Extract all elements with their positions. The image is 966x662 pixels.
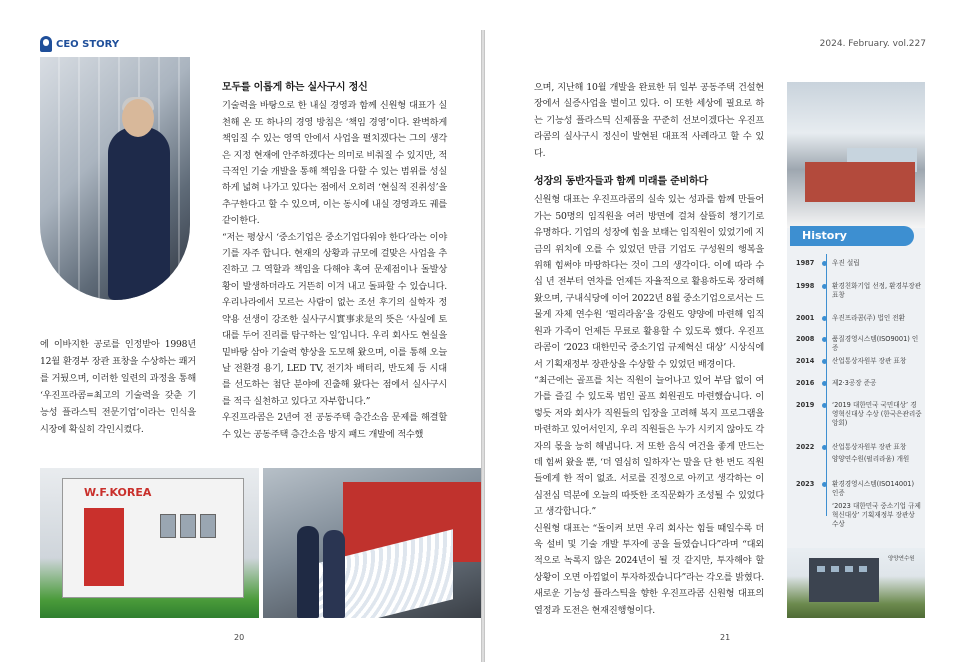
- history-year: 1998: [796, 282, 815, 290]
- right-col1-paragraph-1: 으며, 지난해 10월 개발을 완료한 뒤 일부 공동주택 건설현장에서 실증사업을 벌이고 있다. 이 또한 세상에 필요로 하는 기능성 플라스틱 신제품을 꾸준히 선보이겠다는 우진프라콤의 실사구시 정신이 발현된 대표적 사례라고 할 수 있다.: [534, 82, 764, 159]
- history-text: 환경친화기업 선정, 환경부장관 표창: [832, 282, 922, 299]
- timeline-dot-icon: [822, 445, 827, 450]
- timeline-dot-icon: [822, 482, 827, 487]
- timeline-dot-icon: [822, 337, 827, 342]
- history-text: 우진프라콤(주) 법인 전환: [832, 314, 906, 322]
- left-col2-paragraph-2: “저는 평상시 ‘중소기업은 중소기업다워야 한다’라는 이야기를 자주 합니다. 현재의 상황과 규모에 걸맞은 사업을 추진하고 그 역할과 책임을 다해야 혹여 문제점이나 돌발상황이 발생하더라도 거뜬히 이겨 내고 돌파할 수 있습니다. 우리나라에서 모르는 사람이 없는 조선 후기의 실학자 정약용 선생이 강조한 실사구시實事求是의 뜻은 ‘사실에 토대를 두어 진리를 탐구하는 일’입니다. 우리 회사도 현실을 밑바탕 삼아 기술력 향상을 도모해 왔으며, 이를 통해 오늘날 전환경 용기, LED TV, 전기차 배터리, 반도체 등 시대를 선도하는 첨단 분야에 진출해 왔다는 점에서 실사구시를 적극 실천하고 있다고 자부합니다.”: [222, 231, 447, 407]
- right-col1-paragraph-3: “최근에는 골프를 치는 직원이 늘어나고 있어 부담 없이 여가를 즐길 수 있도록 법인 골프 회원권도 마련했습니다. 이렇듯 저와 회사가 직원들의 입장을 고려해 복지 프로그램을 마련하고 있어서인지, 우리 직원들은 누가 시키지 않아도 각자의 몫을 능히 해냅니다. 저 또한 음식 여건을 좋게 만드는 데 힘써 왔을 뿐, ‘더 열심히 일하자’는 말을 단 한 번도 직원들에게 한 적이 없죠. 서로를 진정으로 아끼고 생각하는 이심전심 덕분에 오늘의 따뜻한 조직문화가 조성될 수 있었다고 생각합니다.”: [534, 374, 764, 518]
- machine-window-graphic: [200, 514, 216, 538]
- history-year: 2001: [796, 314, 815, 322]
- left-page-col1: [40, 336, 196, 438]
- right-page-col1: [534, 80, 764, 619]
- history-text: ‘2019 대한민국 국민대상’ 경영혁신대상 수상 (한국은관리중앙회): [832, 401, 922, 427]
- worker-graphic: [297, 526, 319, 618]
- history-text: ‘2023 대한민국 중소기업 규제혁신대상’ 기획재정부 장관상 수상: [832, 502, 921, 528]
- factory-machine-photo: [40, 468, 259, 618]
- history-year: 2022: [796, 443, 815, 451]
- section-heading-1: 모두를 이롭게 하는 실사구시 정신: [222, 82, 368, 93]
- history-year: 1987: [796, 259, 815, 267]
- left-col1-paragraph: 에 이바지한 공로를 인정받아 1998년 12월 환경부 장관 표창을 수상하는 쾌거를 거뒀으며, 이러한 일련의 과정을 통해 ‘우진프라콤=최고의 기술력을 갖춘 기능성 플라스틱 전문기업’이라는 인식을 시장에 확실히 각인시켰다.: [40, 339, 196, 435]
- window-graphic: [859, 566, 867, 572]
- history-year: 2016: [796, 379, 815, 387]
- person-body-graphic: [108, 127, 170, 300]
- ceo-story-logo: [40, 36, 119, 52]
- person-head-graphic: [122, 99, 154, 137]
- window-graphic: [845, 566, 853, 572]
- window-graphic: [817, 566, 825, 572]
- left-col2-paragraph-3: 우진프라콤은 2년여 전 공동주택 층간소음 문제를 해결할 수 있는 공동주택 층간소음 방지 패드 개발에 적수했: [222, 412, 447, 440]
- building-graphic: [805, 162, 915, 202]
- history-year: 2008: [796, 335, 815, 343]
- page-number-right: 21: [720, 633, 731, 642]
- page-number-left: 20: [234, 633, 245, 642]
- timeline-dot-icon: [822, 381, 827, 386]
- history-text: 우진 설립: [832, 259, 860, 267]
- timeline-dot-icon: [822, 359, 827, 364]
- right-col1-paragraph-4: 신원형 대표는 “돌이켜 보면 우리 회사는 힘들 때일수록 더욱 설비 및 기술 개발 투자에 공을 들였습니다”라며 “대외적으로 녹록지 않은 2024년이 될 것 같지만, 투자해야 할 상황이 오면 아낌없이 투자하겠습니다”라는 각오를 밝혔다. 새로운 기능성 플라스틱을 향한 우진프라콤 신원형 대표의 열정과 도전은 현재진행형이다.: [534, 522, 764, 616]
- logo-text: CEO STORY: [56, 38, 120, 50]
- history-text: 산업통상자원부 장관 표창: [832, 443, 907, 451]
- history-text: 환경경영시스템(ISO14001) 인증: [832, 480, 915, 497]
- history-text: 산업통상자원부 장관 표창: [832, 357, 907, 365]
- history-text: 제2·3공장 준공: [832, 379, 877, 387]
- window-graphic: [831, 566, 839, 572]
- logo-icon: [40, 36, 52, 52]
- production-line-photo: [263, 468, 481, 618]
- right-col1-paragraph-2: 신원형 대표는 우진프라콤의 실속 있는 성과를 함께 만들어 가는 50명의 임직원을 여러 방면에 걸쳐 살뜰히 챙기기로 유명하다. 기업의 성장에 힘을 보태는 임직원이 있었기에 지금의 위치에 오를 수 있었던 만큼 기업도 구성원의 행복을 위해 힘써야 마땅하다는 것이 그의 생각이다. 이에 따라 수십 년 전부터 연차를 언제든 자율적으로 활용하도록 장려해 왔으며, 구내식당에 이어 2022년 8월 중소기업으로서는 드물게 자체 연수원 ‘펄리라움’을 강원도 양양에 마련해 임직원과 가족이 언제든 무료로 활용할 수 있도록 했다. 우진프라콤이 ‘2023 대한민국 중소기업 규제혁신 대상’ 시상식에서 기획재정부 장관상을 수상할 수 있었던 배경이다.: [534, 194, 764, 370]
- timeline-dot-icon: [822, 284, 827, 289]
- building-graphic: [809, 558, 879, 602]
- issue-label: 2024. February. vol.227: [819, 39, 926, 49]
- worker-graphic: [323, 530, 345, 618]
- timeline-dot-icon: [822, 403, 827, 408]
- history-year: 2014: [796, 357, 815, 365]
- left-page-col2: [222, 80, 447, 443]
- history-text: 품질경영시스템(ISO9001) 인증: [832, 335, 919, 352]
- ceo-portrait-photo: [40, 57, 190, 300]
- machine-window-graphic: [160, 514, 176, 538]
- top-band: [0, 0, 966, 30]
- history-year: 2023: [796, 480, 815, 488]
- machine-window-graphic: [180, 514, 196, 538]
- timeline-dot-icon: [822, 316, 827, 321]
- factory-building-photo: [787, 82, 925, 228]
- history-tab: History: [790, 226, 914, 246]
- machine-red-panel-graphic: [84, 508, 124, 586]
- history-year: 2019: [796, 401, 815, 409]
- timeline-dot-icon: [822, 261, 827, 266]
- photo-caption: 양양연수원: [888, 556, 915, 562]
- history-text: 양양연수원(펄리라움) 개원: [832, 455, 910, 463]
- machine-brand-label: W.F.KOREA: [84, 486, 152, 499]
- section-heading-2: 성장의 동반자들과 함께 미래를 준비하다: [534, 176, 708, 188]
- left-col2-paragraph-1: 기술력을 바탕으로 한 내실 경영과 함께 신원형 대표가 실천해 온 또 하나의 경영 방침은 ‘책임 경영’이다. 완벽하게 책임질 수 있는 영역 안에서 사업을 펼치겠다는 그의 생각은 지정 현재에 안주하겠다는 의미로 비춰질 수 있지만, 적극적인 기술 개발을 통해 책임을 다할 수 있는 범위를 성실하게 넓혀 나가고 있다는 점에서 오히려 ‘현실적 진취성’을 추구한다고 할 수 있으며, 이는 동시에 내실 경영과도 궤를 같이한다.: [222, 100, 447, 227]
